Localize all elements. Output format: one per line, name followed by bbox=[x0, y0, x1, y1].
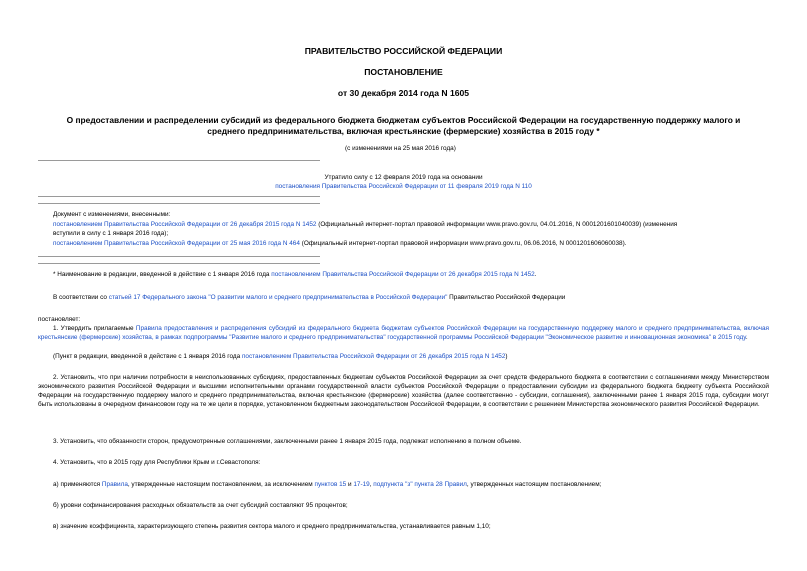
divider bbox=[38, 203, 320, 204]
expired-link[interactable]: постановления Правительства Российской Федерации от 11 февраля 2019 года N 110 bbox=[275, 183, 532, 190]
footnote-link[interactable]: постановлением Правительства Российской Федерации от 26 декабря 2015 года N 1452 bbox=[271, 271, 535, 278]
government-name: ПРАВИТЕЛЬСТВО РОССИЙСКОЙ ФЕДЕРАЦИИ bbox=[304, 46, 503, 56]
clause-15-link[interactable]: пунктов 15 bbox=[314, 481, 347, 488]
item-2: 2. Установить, что при наличии потребности в неиспользованных субсидиях, предоставленных бюджетам субъектов Российской Федерации за счет средств федерального бюджета в соответствии с соглашениями между Министерством экономического развития Российской Федерации и высшими исполнительными органами государственной власти субъектов Российской Федерации о предоставлении субсидии из федерального бюджета бюджету субъекта Российской Федерации на государственную поддержку малого и среднего предпринимательства, включая крестьянские (фермерские) хозяйства (далее соответственно - субсидии, соглашения), заключенными ранее 1 января 2015 года, субсидии могут быть использованы в очередном финансовом году на те же цели в порядке, установленном бюджетным законодательством Российской Федерации, в соответствии с решением Министерства экономического развития Российской Федерации. bbox=[38, 374, 769, 408]
divider bbox=[38, 196, 320, 197]
edition-note: (с изменениями на 25 мая 2016 года) bbox=[345, 145, 456, 152]
amendment-2 bbox=[53, 240, 627, 249]
divider bbox=[38, 263, 320, 264]
item-3: 3. Установить, что обязанности сторон, предусмотренные соглашениями, заключенными ранее 1 января 2015 года, подлежат исполнению в полном объеме. bbox=[53, 438, 522, 445]
rules-link[interactable]: Правила предоставления и распределения субсидий из федерального бюджета бюджетам субъектов Российской Федерации на государственную поддержку малого и среднего предпринимательства, включая крестьянские (фермерские) хозяйства, в рамках подпрограммы "Развитие малого и среднего предпринимательства" государственной программы Российской Федерации "Экономическое развитие и инновационная экономика" в 2015 году bbox=[38, 325, 769, 341]
preamble: В соответствии со статьей 17 Федерального закона "О развитии малого и среднего предпринимательства в Российской Федерации" Правительство Российской Федерации bbox=[53, 294, 566, 301]
document-type: ПОСТАНОВЛЕНИЕ bbox=[364, 67, 443, 77]
title-footnote: * Наименование в редакции, введенной в действие с 1 января 2016 года постановлением Правительства Российской Федерации от 26 декабря 2015 года N 1452. bbox=[53, 271, 537, 278]
document-title-line-1: О предоставлении и распределении субсидий из федерального бюджета бюджетам субъектов Российской Федерации на государственную поддержку малого и bbox=[66, 115, 741, 125]
item-4: 4. Установить, что в 2015 году для Республики Крым и г.Севастополя: bbox=[53, 459, 261, 466]
federal-law-link[interactable]: статьей 17 Федерального закона "О развитии малого и среднего предпринимательства в Российской Федерации" bbox=[108, 294, 448, 301]
amendment-1 bbox=[53, 221, 677, 230]
item-4-b: б) уровни софинансирования расходных обязательств за счет субсидий составляют 95 процентов; bbox=[53, 502, 348, 509]
divider bbox=[38, 256, 320, 257]
amendment-2-text: (Официальный интернет-портал правовой информации www.pravo.gov.ru, 06.06.2016, N 0001201606060038). bbox=[299, 240, 627, 247]
item-1-note-link[interactable]: постановлением Правительства Российской Федерации от 26 декабря 2015 года N 1452 bbox=[241, 353, 506, 360]
item-1-note: (Пункт в редакции, введенной в действие с 1 января 2016 года постановлением Правительства Российской Федерации от 26 декабря 2015 года N 1452) bbox=[53, 353, 508, 360]
item-4-a: а) применяются Правила, утвержденные настоящим постановлением, за исключением пунктов 15 и 17-19, подпункта "з" пункта 28 Правил, утвержденных настоящим постановлением; bbox=[53, 481, 602, 488]
amendment-1-link[interactable]: постановлением Правительства Российской Федерации от 26 декабря 2015 года N 1452 bbox=[53, 221, 317, 228]
rules-link-short[interactable]: Правила bbox=[101, 481, 128, 488]
amendment-2-link[interactable]: постановлением Правительства Российской Федерации от 25 мая 2016 года N 464 bbox=[53, 240, 300, 247]
clause-17-19-link[interactable]: 17-19 bbox=[353, 481, 370, 488]
expired-notice: Утратило силу с 12 февраля 2019 года на основании bbox=[324, 174, 483, 181]
amendments-intro: Документ с изменениями, внесенными: bbox=[53, 211, 171, 218]
amendment-1-text: (Официальный интернет-портал правовой информации www.pravo.gov.ru, 04.01.2016, N 0001201601040039) (изменения bbox=[316, 221, 678, 228]
item-4-c: в) значение коэффициента, характеризующего степень развития сектора малого и среднего предпринимательства, устанавливается равным 1,10; bbox=[53, 523, 491, 530]
divider bbox=[38, 160, 320, 161]
subclause-z-link[interactable]: подпункта "з" пункта 28 Правил bbox=[373, 481, 467, 488]
document-date-number: от 30 декабря 2014 года N 1605 bbox=[337, 88, 470, 98]
document-title-line-2: среднего предпринимательства, включая крестьянские (фермерские) хозяйства в 2015 году * bbox=[207, 126, 600, 136]
item-1: 1. Утвердить прилагаемые Правила предоставления и распределения субсидий из федерального бюджета бюджетам субъектов Российской Федерации на государственную поддержку малого и среднего предпринимательства, включая крестьянские (фермерские) хозяйства, в рамках подпрограммы "Развитие малого и среднего предпринимательства" государственной программы Российской Федерации "Экономическое развитие и инновационная экономика" в 2015 году. bbox=[38, 325, 769, 341]
decrees-word: постановляет: bbox=[38, 316, 81, 323]
amendment-1-cont: вступили в силу с 1 января 2016 года); bbox=[53, 230, 169, 237]
